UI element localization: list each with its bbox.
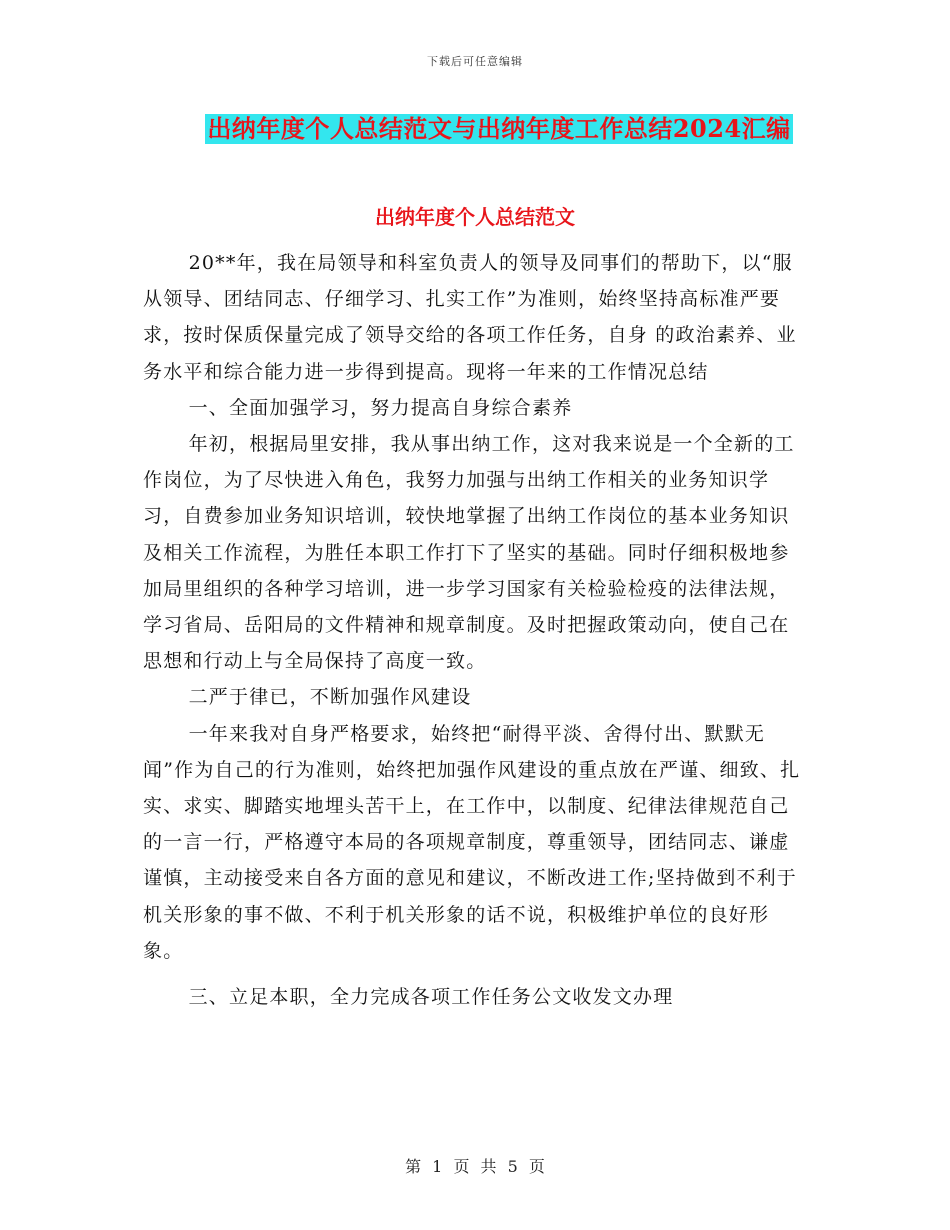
body-paragraph-study: 年初，根据局里安排，我从事出纳工作，这对我来说是一个全新的工作岗位，为了尽快进入角色，我努力加强与出纳工作相关的业务知识学习，自费参加业务知识培训，较快地掌握了出纳工作岗位的基本业务知识及相关工作流程，为胜任本职工作打下了坚实的基础。同时仔细积极地参加局里组织的各种学习培训，进一步学习国家有关检验检疫的法律法规，学习省局、岳阳局的文件精神和规章制度。及时把握政策动向，使自己在思想和行动上与全局保持了高度一致。: [143, 433, 795, 673]
document-body: [143, 245, 808, 1015]
body-heading-study: 一、全面加强学习，努力提高自身综合素养: [188, 396, 573, 419]
body-paragraph-intro: 20**年，我在局领导和科室负责人的领导及同事们的帮助下，以“服从领导、团结同志、仔细学习、扎实工作”为准则，始终坚持高标准严要求，按时保质保量完成了领导交给的各项工作任务，自身 的政治素养、业务水平和综合能力进一步得到提高。现将一年来的工作情况总结: [143, 252, 797, 383]
body-heading-discipline: 二严于律已，不断加强作风建设: [188, 686, 472, 709]
body-paragraph-discipline: 一年来我对自身严格要求，始终把“耐得平淡、舍得付出、默默无闻”作为自己的行为准则，始终把加强作风建设的重点放在严谨、细致、扎实、求实、脚踏实地埋头苦干上，在工作中，以制度、纪律法律规范自己的一言一行，严格遵守本局的各项规章制度，尊重领导，团结同志、谦虚谨慎，主动接受来自各方面的意见和建议，不断改进工作;坚持做到不利于机关形象的事不做、不利于机关形象的话不说，积极维护单位的良好形象。: [143, 722, 801, 962]
section-title: 出纳年度个人总结范文: [375, 205, 575, 229]
body-heading-duties: 三、立足本职，全力完成各项工作任务公文收发文办理: [188, 986, 674, 1009]
page-header-note: 下载后可任意编辑: [427, 55, 523, 68]
document-title-container: [0, 114, 950, 144]
page-number-footer: 第 1 页 共 5 页: [405, 1157, 545, 1176]
document-title: 出纳年度个人总结范文与出纳年度工作总结2024汇编: [207, 114, 791, 143]
